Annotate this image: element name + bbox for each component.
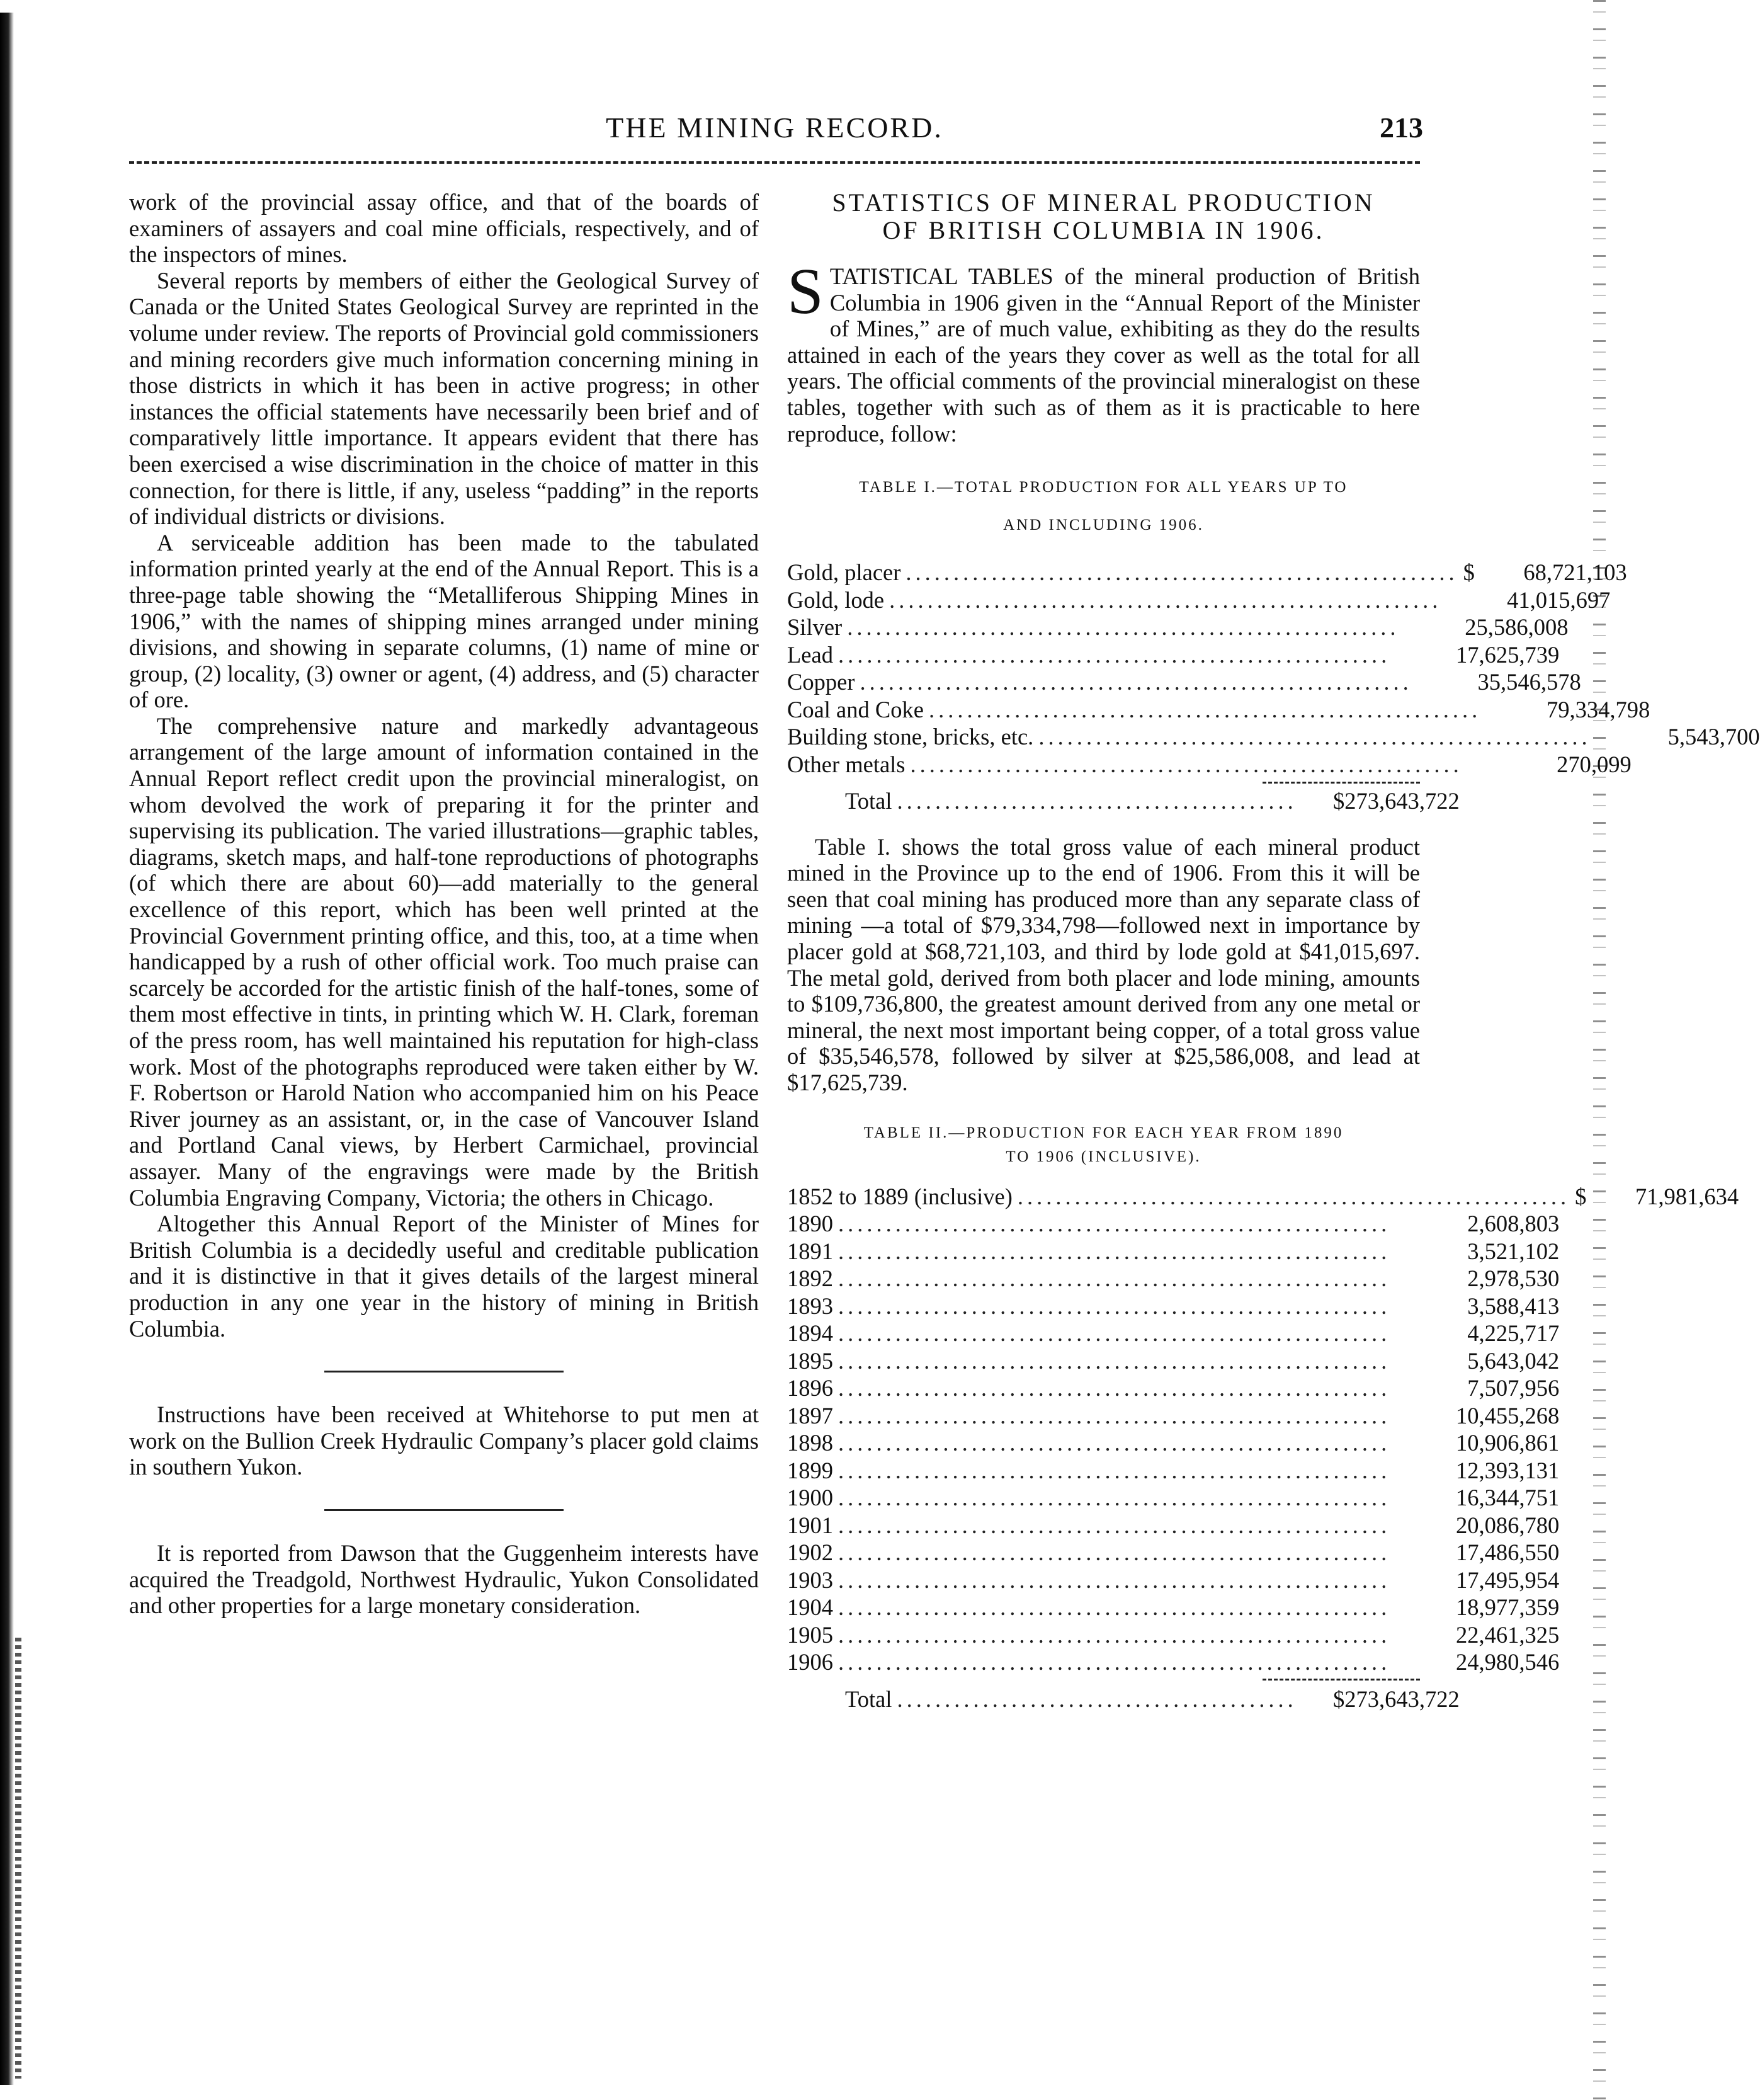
table-1-heading-line-1: TABLE I.—TOTAL PRODUCTION FOR ALL YEARS UP TO bbox=[859, 479, 1348, 496]
row-label: 1898 bbox=[787, 1430, 833, 1456]
leader-dots: .......................................................... bbox=[837, 641, 1391, 668]
page-header bbox=[126, 111, 1423, 149]
leader-dots: .......................................................... bbox=[1038, 724, 1591, 750]
row-value: 12,393,131 bbox=[1456, 1457, 1560, 1483]
table-1 bbox=[787, 559, 1760, 778]
row-label: 1899 bbox=[787, 1457, 833, 1483]
table-1-commentary: Table I. shows the total gross value of each mineral product mined in the Province up to the end of 1906. From this it will be seen that coal mining has produced more than any separate class of mining —a total of $79,334,798—followed next in importance by placer gold at $68,721,103, and third by lode gold at $41,015,697. The metal gold, derived from both placer and lode mining, amounts to $109,736,800, the greatest amount derived from any one metal or mineral, the next most important being copper, of a total gross value of $35,546,578, followed by silver at $25,586,008, and lead at $17,625,739. bbox=[787, 833, 1420, 1095]
row-label: 1897 bbox=[787, 1402, 833, 1429]
section-divider bbox=[324, 1509, 564, 1511]
section-divider bbox=[324, 1371, 564, 1372]
table-2 bbox=[787, 1183, 1739, 1676]
leader-dots: .......................................................... bbox=[838, 1485, 1391, 1511]
table-row bbox=[787, 559, 1627, 586]
row-value: 24,980,546 bbox=[1456, 1649, 1560, 1675]
row-label: Lead bbox=[787, 641, 833, 668]
table-row bbox=[787, 1539, 1560, 1566]
table-row bbox=[787, 668, 1581, 696]
row-value: 7,507,956 bbox=[1467, 1375, 1560, 1401]
leader-dots: .......................................................... bbox=[838, 1238, 1391, 1264]
row-value: 20,086,780 bbox=[1456, 1512, 1560, 1538]
leader-dots: .......................................................... bbox=[847, 614, 1400, 641]
row-label: Gold, placer bbox=[787, 559, 901, 586]
leader-dots: .......................................................... bbox=[928, 696, 1482, 722]
row-currency: $ bbox=[1463, 559, 1475, 586]
table-row bbox=[787, 1320, 1560, 1347]
row-label: 1901 bbox=[787, 1512, 833, 1538]
row-label: 1900 bbox=[787, 1485, 833, 1511]
table-1-total-row bbox=[787, 787, 1460, 815]
table-1-heading bbox=[787, 476, 1420, 537]
row-value: 16,344,751 bbox=[1456, 1485, 1560, 1511]
table-row bbox=[787, 1183, 1739, 1211]
page-left-edge-stitching bbox=[15, 1638, 21, 2079]
row-value: 22,461,325 bbox=[1456, 1621, 1560, 1648]
leader-dots: .......................................................... bbox=[838, 1430, 1391, 1456]
table-1-total-rule bbox=[1263, 782, 1420, 784]
row-label: 1903 bbox=[787, 1566, 833, 1593]
table-1-total-label: Total bbox=[845, 788, 892, 814]
paragraph-5: Altogether this Annual Report of the Minister of Mines for British Columbia is a decidedly useful and creditable publication and it is distinctive in that it gives details of the largest mineral production in any one year in the history of mining in British Columbia. bbox=[129, 1211, 759, 1342]
row-label: 1894 bbox=[787, 1320, 833, 1347]
row-value: 41,015,697 bbox=[1507, 586, 1611, 613]
row-value: 35,546,578 bbox=[1477, 669, 1581, 695]
row-label: 1852 to 1889 (inclusive) bbox=[787, 1183, 1013, 1209]
running-title: THE MINING RECORD. bbox=[606, 111, 943, 144]
leader-dots: .......................................................... bbox=[838, 1293, 1391, 1319]
leader-dots: .......................................................... bbox=[838, 1320, 1391, 1347]
table-row bbox=[787, 1402, 1560, 1430]
page-left-edge-shadow bbox=[0, 13, 14, 2085]
table-row bbox=[787, 1374, 1560, 1402]
table-row bbox=[787, 641, 1560, 669]
news-item-whitehorse: Instructions have been received at Whitehorse to put men at work on the Bullion Creek Hydraulic Company’s placer gold claims in southern Yukon. bbox=[129, 1401, 759, 1480]
leader-dots: .......................................................... bbox=[838, 1621, 1391, 1648]
leader-dots: .......................................... bbox=[897, 1686, 1297, 1712]
page-number: 213 bbox=[1380, 111, 1423, 144]
paragraph-2: Several reports by members of either the Geological Survey of Canada or the United States Geological Survey are reprinted in the volume under review. The reports of Provincial gold commissioners and mining recorders give much information concerning mining in those districts in which it has been in active progress; in other instances the official statements have necessarily been brief and of comparatively little importance. It appears evident that there has been exercised a wise discrimination in the choice of matter in this connection, for there is little, if any, useless “padding” in the reports of individual districts or divisions. bbox=[129, 267, 759, 530]
row-value: 79,334,798 bbox=[1546, 696, 1650, 722]
left-column bbox=[129, 189, 759, 1619]
lead-paragraph bbox=[787, 255, 1420, 447]
row-value: 17,495,954 bbox=[1456, 1566, 1560, 1593]
table-row bbox=[787, 1457, 1560, 1485]
table-row bbox=[787, 1566, 1560, 1594]
leader-dots: .......................................................... bbox=[838, 1512, 1391, 1538]
leader-dots: .......................................................... bbox=[838, 1347, 1391, 1374]
row-value: 2,608,803 bbox=[1467, 1211, 1560, 1237]
table-2-total-rule bbox=[1263, 1679, 1420, 1681]
table-row bbox=[787, 1429, 1560, 1457]
leader-dots: .......................................................... bbox=[838, 1457, 1391, 1483]
row-label: Copper bbox=[787, 669, 855, 695]
news-item-dawson: It is reported from Dawson that the Guggenheim interests have acquired the Treadgold, Northwest Hydraulic, Yukon Consolidated and other properties for a large monetary consideration. bbox=[129, 1539, 759, 1619]
table-row bbox=[787, 1210, 1560, 1238]
leader-dots: .......................................................... bbox=[838, 1539, 1391, 1566]
row-label: Gold, lode bbox=[787, 586, 885, 613]
row-value: 270,099 bbox=[1557, 751, 1632, 777]
table-row bbox=[787, 613, 1569, 641]
table-row bbox=[787, 1621, 1560, 1649]
row-value: 17,486,550 bbox=[1456, 1539, 1560, 1566]
article-title-line-1: STATISTICS OF MINERAL PRODUCTION bbox=[832, 188, 1375, 217]
row-label: 1890 bbox=[787, 1211, 833, 1237]
paragraph-3: A serviceable addition has been made to the tabulated information printed yearly at the end of the Annual Report. This is a three-page table showing the “Metalliferous Shipping Mines in 1906,” with the names of shipping mines arranged under mining divisions, and showing in separate columns, (1) name of mine or group, (2) locality, (3) owner or agent, (4) address, and (5) character of ore. bbox=[129, 529, 759, 713]
leader-dots: .......................................................... bbox=[889, 586, 1442, 613]
row-value: 10,455,268 bbox=[1456, 1402, 1560, 1429]
row-label: Silver bbox=[787, 614, 843, 641]
right-column bbox=[787, 188, 1760, 1713]
row-label: 1893 bbox=[787, 1293, 833, 1319]
leader-dots: .......................................................... bbox=[838, 1566, 1391, 1593]
table-row bbox=[787, 751, 1632, 779]
row-value: 3,588,413 bbox=[1467, 1293, 1560, 1319]
row-label: 1902 bbox=[787, 1539, 833, 1566]
leader-dots: .......................................................... bbox=[838, 1649, 1391, 1675]
drop-cap: S bbox=[787, 255, 824, 328]
leader-dots: .......................................................... bbox=[838, 1402, 1391, 1429]
row-value: 3,521,102 bbox=[1467, 1238, 1560, 1264]
table-row bbox=[787, 1238, 1560, 1265]
lead-text: TATISTICAL TABLES of the mineral production of British Columbia in 1906 given in the “Annual Report of the Minister of Mines,” are of much value, exhibiting as they do the results attained in each of the years they cover as well as the total for all years. The official comments of the provincial mineralogist on these tables, together with such as of them as it is practicable to here reproduce, follow: bbox=[787, 263, 1420, 447]
table-row bbox=[787, 1347, 1560, 1375]
row-value: 5,543,700 bbox=[1667, 724, 1760, 750]
table-1-heading-line-2: AND INCLUDING 1906. bbox=[1003, 516, 1204, 534]
table-row bbox=[787, 1648, 1560, 1676]
row-value: 4,225,717 bbox=[1467, 1320, 1560, 1347]
leader-dots: .......................................................... bbox=[838, 1211, 1391, 1237]
table-2-heading-line-1: TABLE II.—PRODUCTION FOR EACH YEAR FROM 1890 bbox=[863, 1124, 1344, 1141]
leader-dots: .......................................................... bbox=[838, 1265, 1391, 1292]
row-value: 68,721,103 bbox=[1523, 559, 1627, 586]
row-value: 10,906,861 bbox=[1456, 1430, 1560, 1456]
row-label: 1892 bbox=[787, 1265, 833, 1292]
leader-dots: .......................................................... bbox=[860, 669, 1412, 695]
paragraph-4: The comprehensive nature and markedly advantageous arrangement of the large amount of information contained in the Annual Report reflect credit upon the provincial mineralogist, on whom devolved the work of preparing it for the printer and supervising its publication. The varied illustrations—graphic tables, diagrams, sketch maps, and half-tone reproductions of photographs (of which there are about 60)—add materially to the general excellence of this report, which has been well printed at the Provincial Government printing office, and this, too, at a time when handicapped by a rush of other official work. Too much praise can scarcely be accorded for the artistic finish of the half-tones, some of them most effective in tints, in printing which W. H. Clark, foreman of the press room, has well maintained his reputation for high-class work. Most of the photographs reproduced were taken either by W. F. Robertson or Harold Nation who accompanied him on his Peace River journey as an assistant, or, in the case of Vancouver Island and Portland Canal views, by Herbert Carmichael, provincial assayer. Many of the engravings were made by the British Columbia Engraving Company, Victoria; the others in Chicago. bbox=[129, 712, 759, 1211]
table-row bbox=[787, 1484, 1560, 1512]
row-label: 1895 bbox=[787, 1347, 833, 1374]
header-rule bbox=[129, 161, 1420, 164]
article-title-line-2: OF BRITISH COLUMBIA IN 1906. bbox=[882, 216, 1325, 244]
article-title bbox=[787, 189, 1420, 244]
row-value: 71,981,634 bbox=[1635, 1183, 1739, 1209]
row-currency: $ bbox=[1575, 1183, 1587, 1209]
table-2-heading-line-2: TO 1906 (INCLUSIVE). bbox=[1006, 1148, 1201, 1165]
leader-dots: .......................................................... bbox=[1017, 1183, 1570, 1209]
page-right-edge-artifact bbox=[1593, 0, 1606, 2100]
table-2-heading bbox=[787, 1121, 1420, 1169]
table-row bbox=[787, 586, 1611, 614]
table-row bbox=[787, 1512, 1560, 1539]
table-2-total-row bbox=[787, 1686, 1460, 1713]
table-row bbox=[787, 1594, 1560, 1621]
table-2-total-value: $273,643,722 bbox=[1332, 1686, 1460, 1712]
row-label: 1891 bbox=[787, 1238, 833, 1264]
table-row bbox=[787, 1293, 1560, 1320]
paragraph-1: work of the provincial assay office, and that of the boards of examiners of assayers and coal mine officials, respectively, and of the inspectors of mines. bbox=[129, 189, 759, 268]
table-row bbox=[787, 723, 1760, 751]
row-value: 17,625,739 bbox=[1455, 641, 1560, 668]
table-2-total-label: Total bbox=[845, 1686, 892, 1712]
table-1-total-value: $273,643,722 bbox=[1332, 788, 1460, 814]
table-row bbox=[787, 1265, 1560, 1293]
row-label: 1905 bbox=[787, 1621, 833, 1648]
leader-dots: .......................................................... bbox=[910, 751, 1463, 777]
row-label: 1896 bbox=[787, 1375, 833, 1401]
row-label: 1906 bbox=[787, 1649, 833, 1675]
leader-dots: .......................................................... bbox=[838, 1375, 1391, 1401]
row-value: 25,586,008 bbox=[1465, 614, 1569, 641]
leader-dots: .......................................................... bbox=[838, 1594, 1391, 1621]
row-label: Other metals bbox=[787, 751, 906, 777]
row-value: 5,643,042 bbox=[1467, 1347, 1560, 1374]
row-label: Building stone, bricks, etc. bbox=[787, 724, 1034, 750]
table-row bbox=[787, 696, 1650, 724]
row-label: Coal and Coke bbox=[787, 696, 924, 722]
row-value: 18,977,359 bbox=[1456, 1594, 1560, 1621]
leader-dots: .......................................................... bbox=[906, 559, 1458, 586]
row-label: 1904 bbox=[787, 1594, 833, 1621]
row-value: 2,978,530 bbox=[1467, 1265, 1560, 1292]
leader-dots: .......................................... bbox=[897, 788, 1297, 814]
